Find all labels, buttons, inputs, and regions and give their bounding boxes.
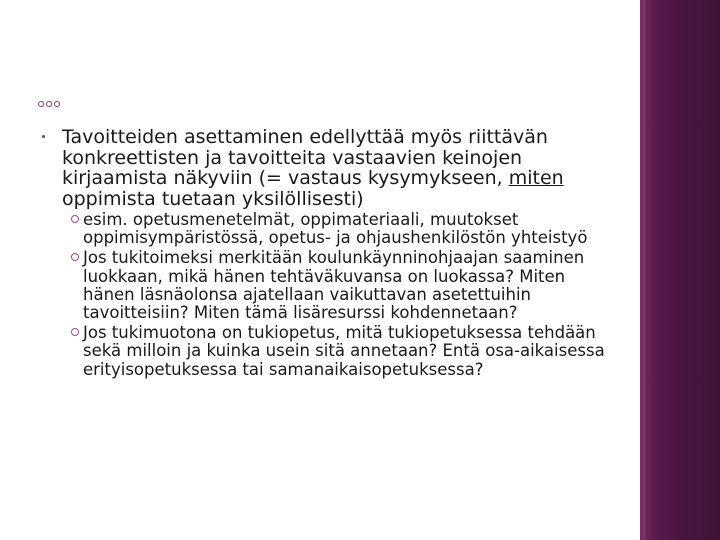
ornament-circle-icon [46, 101, 52, 107]
main-bullet-underlined-word: miten [508, 167, 564, 189]
main-bullet-text-after: oppimista tuetaan yksilöllisesti) [62, 187, 364, 210]
circle-bullet-icon [71, 328, 79, 336]
decorative-side-band [640, 0, 720, 540]
main-bullet-text-before: Tavoitteiden asettaminen edellyttää myös riittävän konkreettisten ja tavoitteita vastaavien keinojen kirjaamista näkyviin (= vastaus kysymykseen, [62, 126, 548, 189]
ornament-circle-icon [38, 101, 44, 107]
bullet-dot-icon [42, 135, 45, 138]
main-bullet [42, 127, 607, 209]
sub-bullet-1 [42, 211, 607, 247]
sub-bullet-text: Jos tukimuotona on tukiopetus, mitä tukiopetuksessa tehdään sekä milloin ja kuinka usein sitä annetaan? Entä osa-aikaisessa erityisopetuksessa tai samanaikaisopetuksessa? [83, 323, 605, 379]
sub-bullet-text: Jos tukitoimeksi merkitään koulunkäynninohjaajan saaminen luokkaan, mikä hänen tehtäväkuvansa on luokassa? Miten hänen läsnäolonsa ajatellaan vaikuttavan asetettuihin tavoitteisiin? Miten tämä lisäresurssi kohdennetaan? [83, 248, 585, 323]
sub-bullet-2 [42, 249, 607, 322]
sub-bullet-3 [42, 324, 607, 379]
sub-bullet-text: esim. opetusmenetelmät, oppimateriaali, muutokset oppimisympäristössä, opetus- ja ohjaushenkilöstön yhteistyö [83, 210, 588, 248]
ornament-circles-icon [38, 101, 60, 107]
ornament-circle-icon [54, 101, 60, 107]
circle-bullet-icon [71, 253, 79, 261]
circle-bullet-icon [71, 215, 79, 223]
side-band-stripe [643, 0, 645, 540]
slide-content [42, 127, 607, 379]
